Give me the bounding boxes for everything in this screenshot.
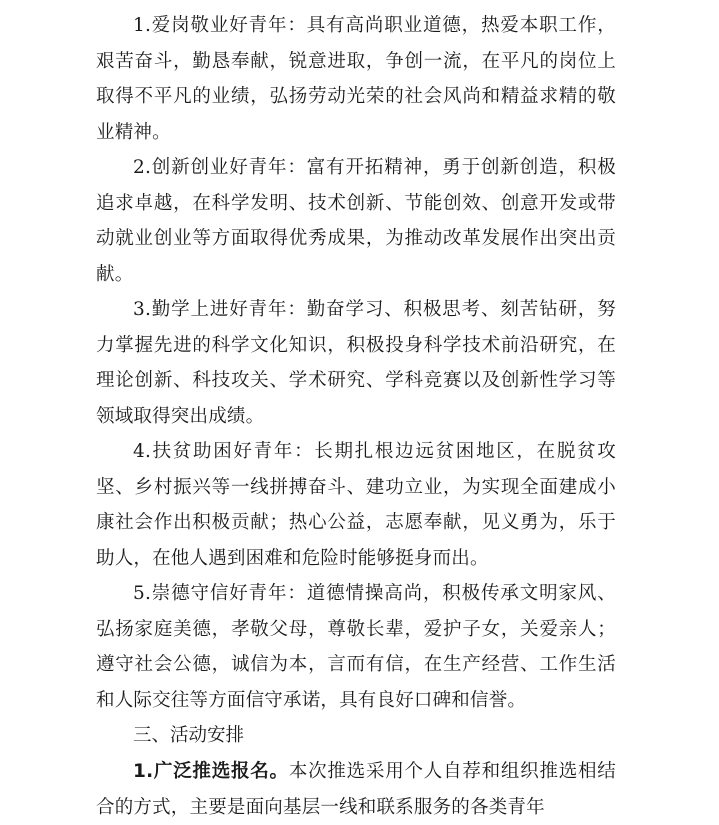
criteria-paragraph-1: 1.爱岗敬业好青年：具有高尚职业道德，热爱本职工作，艰苦奋斗，勤恳奉献，锐意进取，争创一流，在平凡的岗位上取得不平凡的业绩，弘扬劳动光荣的社会风尚和精益求精的敬业精神。 xyxy=(96,15,616,143)
criteria-paragraph-3: 3.勤学上进好青年：勤奋学习、积极思考、刻苦钻研，努力掌握先进的科学文化知识，积极投身科学技术前沿研究，在理论创新、科技攻关、学术研究、学科竞赛以及创新性学习等领域取得突出成绩。 xyxy=(96,299,616,427)
activity-item-1-text: 本次推选采用个人自荐和组织推选相结合的方式，主要是面向基层一线和联系服务的各类青年 xyxy=(96,761,617,818)
criteria-paragraph-2: 2.创新创业好青年：富有开拓精神，勇于创新创造，积极追求卓越，在科学发明、技术创新、节能创效、创意开发或带动就业创业等方面取得优秀成果，为推动改革发展作出突出贡献。 xyxy=(96,157,616,285)
activity-item-1-lead: 1.广泛推选报名。 xyxy=(133,761,289,782)
activity-item-1 xyxy=(96,754,616,825)
section-heading: 三、活动安排 xyxy=(133,725,245,746)
criteria-paragraph-4: 4.扶贫助困好青年：长期扎根边远贫困地区，在脱贫攻坚、乡村振兴等一线拼搏奋斗、建功立业，为实现全面建成小康社会作出积极贡献；热心公益，志愿奉献，见义勇为，乐于助人，在他人遇到困难和危险时能够挺身而出。 xyxy=(96,441,616,569)
criteria-paragraph-5: 5.崇德守信好青年：道德情操高尚，积极传承文明家风、弘扬家庭美德，孝敬父母，尊敬长辈，爱护子女，关爱亲人；遵守社会公德，诚信为本，言而有信，在生产经营、工作生活和人际交往等方面信守承诺，具有良好口碑和信誉。 xyxy=(96,583,616,711)
